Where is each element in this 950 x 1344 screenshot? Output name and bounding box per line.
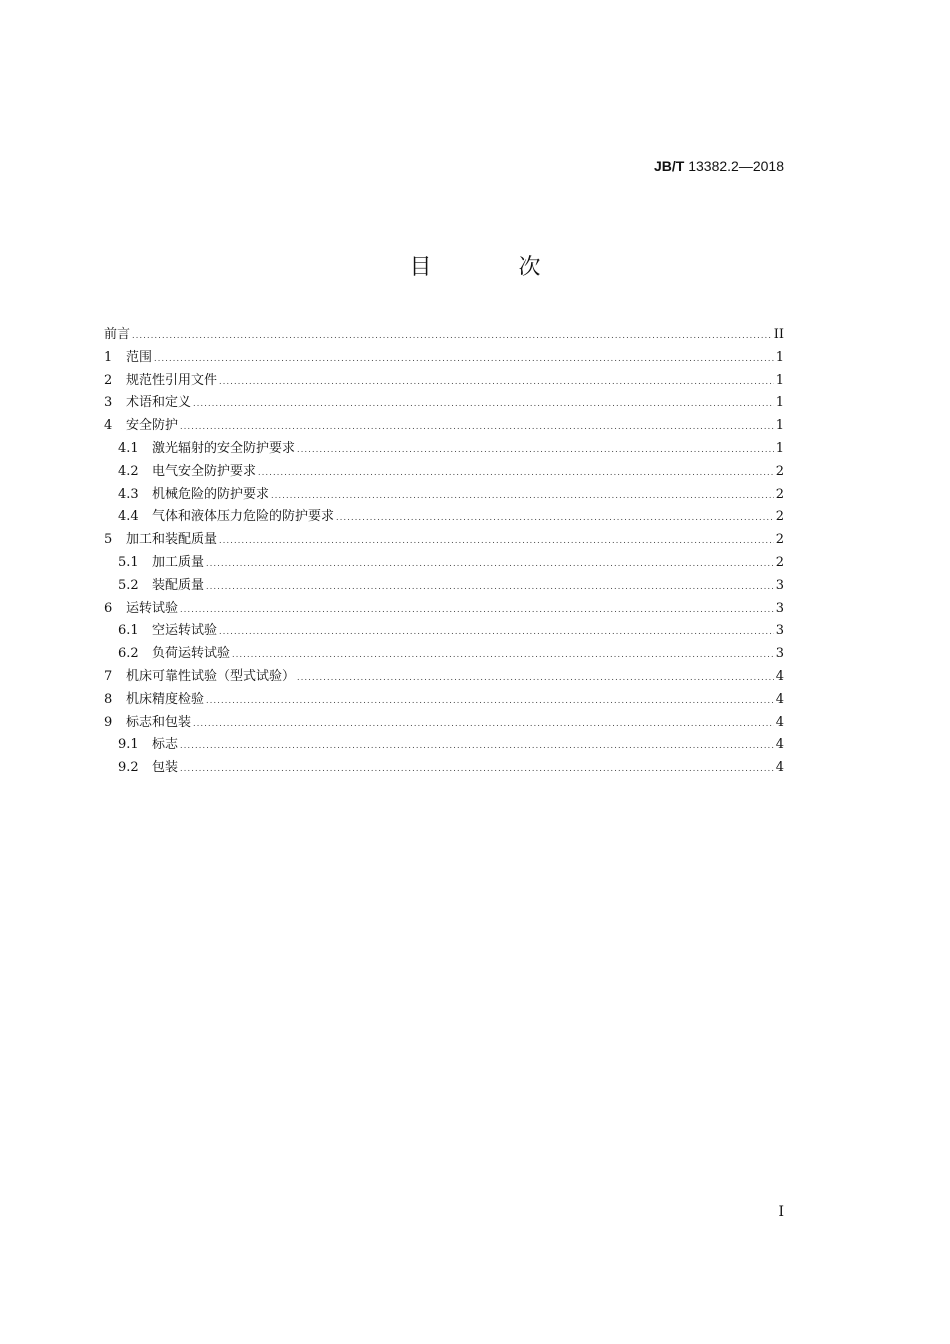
page-title: 目 次 xyxy=(409,255,581,280)
toc-entry-page: 3 xyxy=(775,577,784,593)
toc-entry[interactable] xyxy=(104,461,784,484)
standard-number xyxy=(654,158,784,174)
toc-leader-dots xyxy=(193,393,774,416)
toc-entry-title: 范围 xyxy=(126,349,153,365)
toc-entry-number: 5.2 xyxy=(118,577,139,593)
toc-entry[interactable] xyxy=(104,575,784,598)
toc-entry[interactable] xyxy=(104,666,784,689)
toc-entry-page: 3 xyxy=(775,600,784,616)
toc-entry[interactable] xyxy=(104,484,784,507)
toc-entry-number: 6.1 xyxy=(118,623,139,639)
toc-entry[interactable] xyxy=(104,598,784,621)
toc-entry[interactable] xyxy=(104,757,784,780)
toc-entry[interactable] xyxy=(104,712,784,735)
toc-entry[interactable] xyxy=(104,734,784,757)
toc-entry-title: 负荷运转试验 xyxy=(152,646,231,662)
toc-leader-dots xyxy=(180,416,774,439)
toc-entry-number: 3 xyxy=(104,395,113,411)
toc-leader-dots xyxy=(219,621,774,644)
toc-leader-dots xyxy=(180,599,774,622)
toc-entry-title: 气体和液体压力危险的防护要求 xyxy=(152,509,335,525)
toc-leader-dots xyxy=(219,530,774,553)
toc-entry-number: 4.2 xyxy=(118,463,139,479)
toc-leader-dots xyxy=(297,667,774,690)
toc-entry-page: 1 xyxy=(775,372,784,388)
toc-entry-page: 2 xyxy=(775,486,784,502)
toc-entry-number: 9.2 xyxy=(118,760,139,776)
toc-entry-page: 4 xyxy=(775,737,784,753)
toc-entry-page: 2 xyxy=(775,554,784,570)
toc-entry-number: 8 xyxy=(104,691,113,707)
toc-entry-number: 6 xyxy=(104,600,113,616)
toc-entry[interactable] xyxy=(104,438,784,461)
toc-entry-number: 1 xyxy=(104,349,113,365)
toc-leader-dots xyxy=(297,439,774,462)
toc-entry-title: 运转试验 xyxy=(126,600,179,616)
toc-entry-number: 9.1 xyxy=(118,737,139,753)
toc-entry[interactable] xyxy=(104,552,784,575)
toc-entry[interactable] xyxy=(104,415,784,438)
toc-entry-page: II xyxy=(773,327,784,342)
toc-entry-page: 2 xyxy=(775,532,784,548)
page-folio: I xyxy=(778,1204,784,1220)
toc-entry-number: 5 xyxy=(104,532,113,548)
toc-entry-page: 1 xyxy=(775,395,784,411)
toc-entry-number: 4.4 xyxy=(118,509,139,525)
toc-entry-title: 规范性引用文件 xyxy=(126,372,218,388)
toc-entry-title: 包装 xyxy=(152,760,179,776)
toc-entry-page: 2 xyxy=(775,463,784,479)
toc-entry-number: 4 xyxy=(104,418,113,434)
toc-entry-page: 3 xyxy=(775,623,784,639)
toc-entry-title: 机械危险的防护要求 xyxy=(152,486,270,502)
toc-entry[interactable] xyxy=(104,689,784,712)
toc-entry-title: 标志和包装 xyxy=(126,714,192,730)
toc-entry[interactable] xyxy=(104,347,784,370)
toc-leader-dots xyxy=(206,553,774,576)
toc-entry-title: 标志 xyxy=(152,737,179,753)
toc-leader-dots xyxy=(206,690,774,713)
standard-code: 13382.2—2018 xyxy=(688,158,784,174)
toc-leader-dots xyxy=(219,371,774,394)
toc-entry-page: 4 xyxy=(775,668,784,684)
toc-entry-title: 术语和定义 xyxy=(126,395,192,411)
toc-entry-title: 空运转试验 xyxy=(152,623,218,639)
toc-entry-number: 2 xyxy=(104,372,113,388)
toc-entry-number: 7 xyxy=(104,668,113,684)
toc-entry-page: 1 xyxy=(775,418,784,434)
toc-leader-dots xyxy=(271,485,774,508)
toc-entry-title: 加工和装配质量 xyxy=(126,532,218,548)
toc-entry-number: 4.3 xyxy=(118,486,139,502)
toc-entry-title: 电气安全防护要求 xyxy=(152,463,257,479)
toc-leader-dots xyxy=(336,507,774,530)
toc-entry-page: 2 xyxy=(775,509,784,525)
toc-entry[interactable] xyxy=(104,506,784,529)
toc-entry-page: 1 xyxy=(775,349,784,365)
toc-leader-dots xyxy=(232,644,774,667)
toc-entry-page: 1 xyxy=(775,440,784,456)
toc-entry[interactable] xyxy=(104,370,784,393)
toc-entry-title: 机床精度检验 xyxy=(126,691,205,707)
toc-entry-page: 4 xyxy=(775,714,784,730)
toc-entry-title: 安全防护 xyxy=(126,418,179,434)
toc-leader-dots xyxy=(180,735,774,758)
table-of-contents xyxy=(104,324,784,780)
toc-entry-title: 激光辐射的安全防护要求 xyxy=(152,440,296,456)
toc-leader-dots xyxy=(132,325,772,348)
toc-entry[interactable] xyxy=(104,529,784,552)
toc-entry-title: 机床可靠性试验（型式试验） xyxy=(126,668,296,684)
toc-entry-number: 5.1 xyxy=(118,554,139,570)
toc-entry[interactable] xyxy=(104,392,784,415)
toc-leader-dots xyxy=(154,348,774,371)
toc-entry-title: 加工质量 xyxy=(152,554,205,570)
toc-entry-number: 6.2 xyxy=(118,646,139,662)
toc-entry-page: 4 xyxy=(775,691,784,707)
toc-entry-number: 4.1 xyxy=(118,440,139,456)
standard-prefix: JB/T xyxy=(654,158,685,174)
toc-leader-dots xyxy=(193,713,774,736)
toc-entry-page: 3 xyxy=(775,646,784,662)
toc-entry[interactable] xyxy=(104,643,784,666)
toc-leader-dots xyxy=(258,462,774,485)
toc-entry-number: 9 xyxy=(104,714,113,730)
toc-entry[interactable] xyxy=(104,620,784,643)
toc-entry-title: 前言 xyxy=(104,327,131,342)
toc-entry-page: 4 xyxy=(775,760,784,776)
toc-entry-title: 装配质量 xyxy=(152,577,205,593)
toc-leader-dots xyxy=(206,576,774,599)
toc-entry[interactable] xyxy=(104,324,784,347)
toc-leader-dots xyxy=(180,758,774,781)
